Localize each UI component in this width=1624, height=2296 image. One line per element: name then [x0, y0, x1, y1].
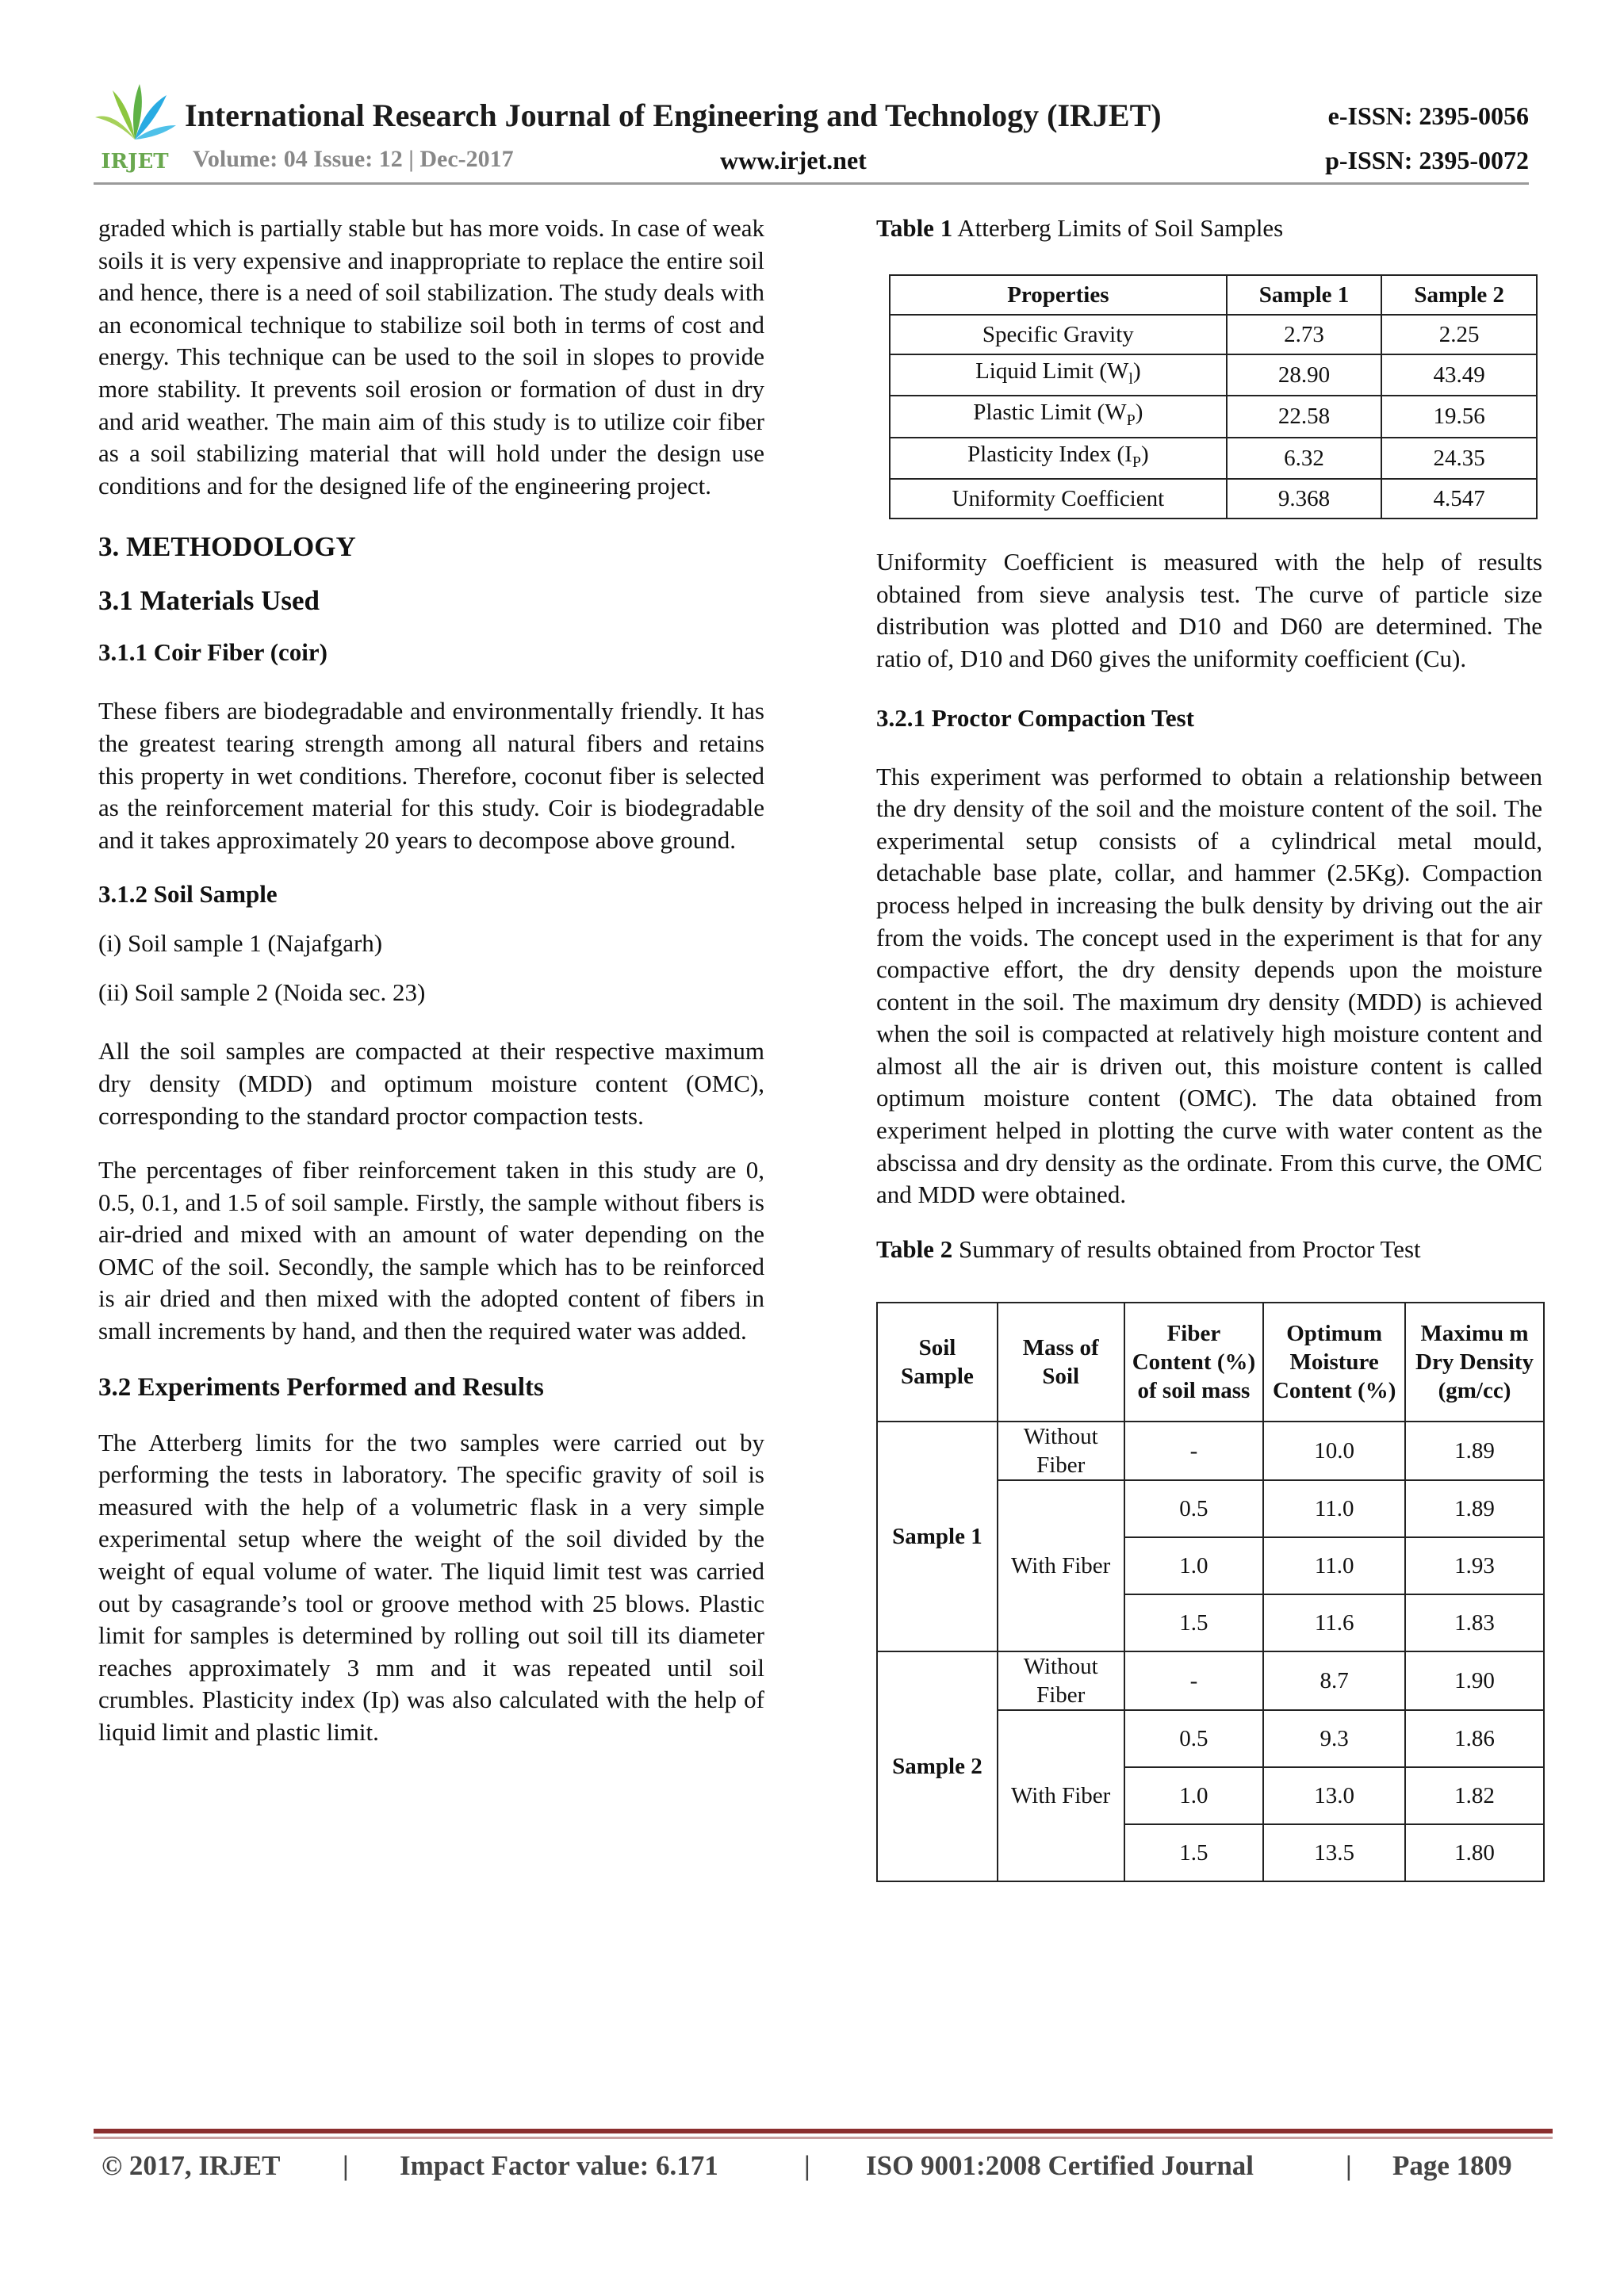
section-3-2-1-heading: 3.2.1 Proctor Compaction Test	[876, 703, 1194, 732]
footer-impact-factor: Impact Factor value: 6.171	[400, 2150, 718, 2181]
sample-group-cell: Sample 2	[877, 1651, 998, 1881]
fiber-cell: 0.5	[1124, 1710, 1264, 1767]
omc-cell: 10.0	[1263, 1422, 1405, 1480]
value-cell: 2.25	[1381, 315, 1537, 354]
atterberg-paragraph: The Atterberg limits for the two samples were carried out by performing the tests in laboratory. The specific gravity of soil is measured with the help of a volumetric flask in a very simple experimental setup where the weight of the soil divided by the weight of equal volume of water. The liquid limit test was carried out by casagrande’s tool or groove method with 25 blows. Plastic limit for samples is determined by rolling out soil till its diameter reaches approximately 3 mm and it was repeated until soil crumbles. Plasticity index (Ip) was also calculated with the help of liquid limit and plastic limit.	[98, 1428, 764, 1746]
table-header-cell: Sample 1	[1227, 275, 1382, 315]
fiber-cell: -	[1124, 1651, 1264, 1710]
omc-cell: 9.3	[1263, 1710, 1405, 1767]
footer-separator: |	[804, 2150, 810, 2181]
table-header-cell: Maximu m Dry Density (gm/cc)	[1405, 1303, 1544, 1422]
table-1-caption: Table 1 Atterberg Limits of Soil Samples	[876, 214, 1284, 242]
right-column	[876, 212, 1542, 1882]
fiber-paragraph: The percentages of fiber reinforcement taken in this study are 0, 0.5, 0.1, and 1.5 of soil sample. Firstly, the sample without fibers is air-dried and mixed with an amount of water depending on the OMC of the soil. Secondly, the sample which has to be reinforced is air dried and then mixed with the adopted content of fibers in small increments by hand, and then the required water was added.	[98, 1156, 764, 1345]
mdd-cell: 1.86	[1405, 1710, 1544, 1767]
value-cell: 24.35	[1381, 438, 1537, 479]
value-cell: 19.56	[1381, 396, 1537, 437]
mdd-cell: 1.83	[1405, 1594, 1544, 1651]
soil-sample-1-item: (i) Soil sample 1 (Najafgarh)	[98, 929, 383, 958]
section-3-1-heading: 3.1 Materials Used	[98, 585, 320, 617]
omc-cell: 8.7	[1263, 1651, 1405, 1710]
svg-text:IRJET: IRJET	[101, 150, 169, 174]
table-row	[890, 396, 1537, 437]
table-header-row	[877, 1303, 1544, 1422]
omc-cell: 11.0	[1263, 1537, 1405, 1594]
section-3-2-heading: 3.2 Experiments Performed and Results	[98, 1372, 544, 1402]
fiber-cell: 0.5	[1124, 1480, 1264, 1537]
fiber-cell: 1.0	[1124, 1537, 1264, 1594]
footer-separator: |	[1346, 2150, 1352, 2181]
fiber-cell: 1.5	[1124, 1594, 1264, 1651]
journal-title: International Research Journal of Engineering and Technology (IRJET)	[185, 98, 1162, 133]
table-header-row	[890, 275, 1537, 315]
left-column	[98, 212, 764, 1749]
p-issn: p-ISSN: 2395-0072	[1325, 146, 1529, 174]
table-header-cell: Optimum Moisture Content (%)	[1263, 1303, 1405, 1422]
mdd-cell: 1.89	[1405, 1480, 1544, 1537]
table-header-cell: Properties	[890, 275, 1227, 315]
omc-cell: 13.5	[1263, 1824, 1405, 1881]
value-cell: 28.90	[1227, 354, 1382, 396]
coir-paragraph: These fibers are biodegradable and environmentally friendly. It has the greatest tearing strength among all natural fibers and retains this property in wet conditions. Therefore, coconut fiber is selected as the reinforcement material for this study. Coir is biodegradable and it takes approximately 20 years to decompose above ground.	[98, 697, 764, 854]
header-divider	[94, 182, 1529, 185]
mdd-cell: 1.80	[1405, 1824, 1544, 1881]
footer-iso: ISO 9001:2008 Certified Journal	[866, 2150, 1254, 2181]
value-cell: 43.49	[1381, 354, 1537, 396]
footer-copyright: © 2017, IRJET	[102, 2150, 281, 2181]
mdd-cell: 1.82	[1405, 1767, 1544, 1824]
value-cell: 22.58	[1227, 396, 1382, 437]
fiber-cell: 1.5	[1124, 1824, 1264, 1881]
value-cell: 2.73	[1227, 315, 1382, 354]
mdd-cell: 1.93	[1405, 1537, 1544, 1594]
irjet-logo-icon	[94, 82, 176, 176]
footer-separator: |	[343, 2150, 349, 2181]
intro-paragraph: graded which is partially stable but has more voids. In case of weak soils it is very expensive and inappropriate to replace the entire soil and hence, there is a need of soil stabilization. The study deals with an economical technique to stabilize soil both in terms of cost and energy. This technique can be used to the soil in slopes to provide more stability. It prevents soil erosion or formation of dust in dry and arid weather. The main aim of this study is to utilize coir fiber as a soil stabilizing material that will hold under the design use conditions and for the designed life of the engineering project.	[98, 214, 764, 499]
mass-cell: With Fiber	[998, 1710, 1124, 1881]
soil-sample-2-item: (ii) Soil sample 2 (Noida sec. 23)	[98, 978, 426, 1007]
table-row	[877, 1651, 1544, 1710]
fiber-cell: -	[1124, 1422, 1264, 1480]
section-3-1-1-heading: 3.1.1 Coir Fiber (coir)	[98, 638, 327, 667]
uniformity-paragraph: Uniformity Coefficient is measured with the help of results obtained from sieve analysis test. The curve of particle size distribution was plotted and D10 and D60 are determined. The ratio of, D10 and D60 gives the uniformity coefficient (Cu).	[876, 548, 1542, 672]
volume-issue: Volume: 04 Issue: 12 | Dec-2017	[193, 146, 514, 172]
section-3-1-2-heading: 3.1.2 Soil Sample	[98, 880, 278, 909]
mdd-cell: 1.90	[1405, 1651, 1544, 1710]
compaction-paragraph: All the soil samples are compacted at their respective maximum dry density (MDD) and optimum moisture content (OMC), corresponding to the standard proctor compaction tests.	[98, 1037, 764, 1130]
table-row	[890, 354, 1537, 396]
proctor-results-table	[876, 1302, 1545, 1882]
omc-cell: 11.0	[1263, 1480, 1405, 1537]
table-header-cell: Sample 2	[1381, 275, 1537, 315]
value-cell: 9.368	[1227, 479, 1382, 519]
journal-website[interactable]: www.irjet.net	[720, 146, 867, 174]
value-cell: 6.32	[1227, 438, 1382, 479]
table-header-cell: Fiber Content (%) of soil mass	[1124, 1303, 1264, 1422]
mdd-cell: 1.89	[1405, 1422, 1544, 1480]
property-cell: Uniformity Coefficient	[890, 479, 1227, 519]
mass-cell: Without Fiber	[998, 1422, 1124, 1480]
e-issn: e-ISSN: 2395-0056	[1327, 101, 1529, 130]
value-cell: 4.547	[1381, 479, 1537, 519]
omc-cell: 11.6	[1263, 1594, 1405, 1651]
omc-cell: 13.0	[1263, 1767, 1405, 1824]
footer-divider	[94, 2129, 1553, 2133]
property-cell: Specific Gravity	[890, 315, 1227, 354]
property-cell: Plastic Limit $(W_P)$	[890, 396, 1227, 437]
table-header-cell: Soil Sample	[877, 1303, 998, 1422]
proctor-paragraph: This experiment was performed to obtain a relationship between the dry density of the soil and the moisture content of the soil. The experimental setup consists of a cylindrical metal mould, detachable base plate, collar, and hammer (2.5Kg). Compaction process helped in increasing the bulk density by driving out the air from the voids. The concept used in the experiment is that for any compactive effort, the dry density depends upon the moisture content in the soil. The maximum dry density (MDD) is achieved when the soil is compacted at relatively high moisture content and almost all the air is driven out, this moisture content is called optimum moisture content (OMC). The data obtained from experiment helped in plotting the curve with water content as the abscissa and dry density as the ordinate. From this curve, the OMC and MDD were obtained.	[876, 762, 1542, 1209]
property-cell: Plasticity Index $(I_P)$	[890, 438, 1227, 479]
atterberg-limits-table	[889, 274, 1538, 519]
sample-group-cell: Sample 1	[877, 1422, 998, 1651]
property-cell: Liquid Limit $(W_l)$	[890, 354, 1227, 396]
table-row	[890, 438, 1537, 479]
mass-cell: With Fiber	[998, 1480, 1124, 1651]
footer-divider-thin	[94, 2137, 1553, 2139]
section-3-heading: 3. METHODOLOGY	[98, 531, 356, 563]
fiber-cell: 1.0	[1124, 1767, 1264, 1824]
table-2-caption: Table 2 Summary of results obtained from Proctor Test	[876, 1234, 1421, 1263]
mass-cell: Without Fiber	[998, 1651, 1124, 1710]
footer-page-number: Page 1809	[1392, 2150, 1512, 2181]
table-row	[890, 315, 1537, 354]
table-row	[890, 479, 1537, 519]
table-header-cell: Mass of Soil	[998, 1303, 1124, 1422]
table-row	[877, 1422, 1544, 1480]
